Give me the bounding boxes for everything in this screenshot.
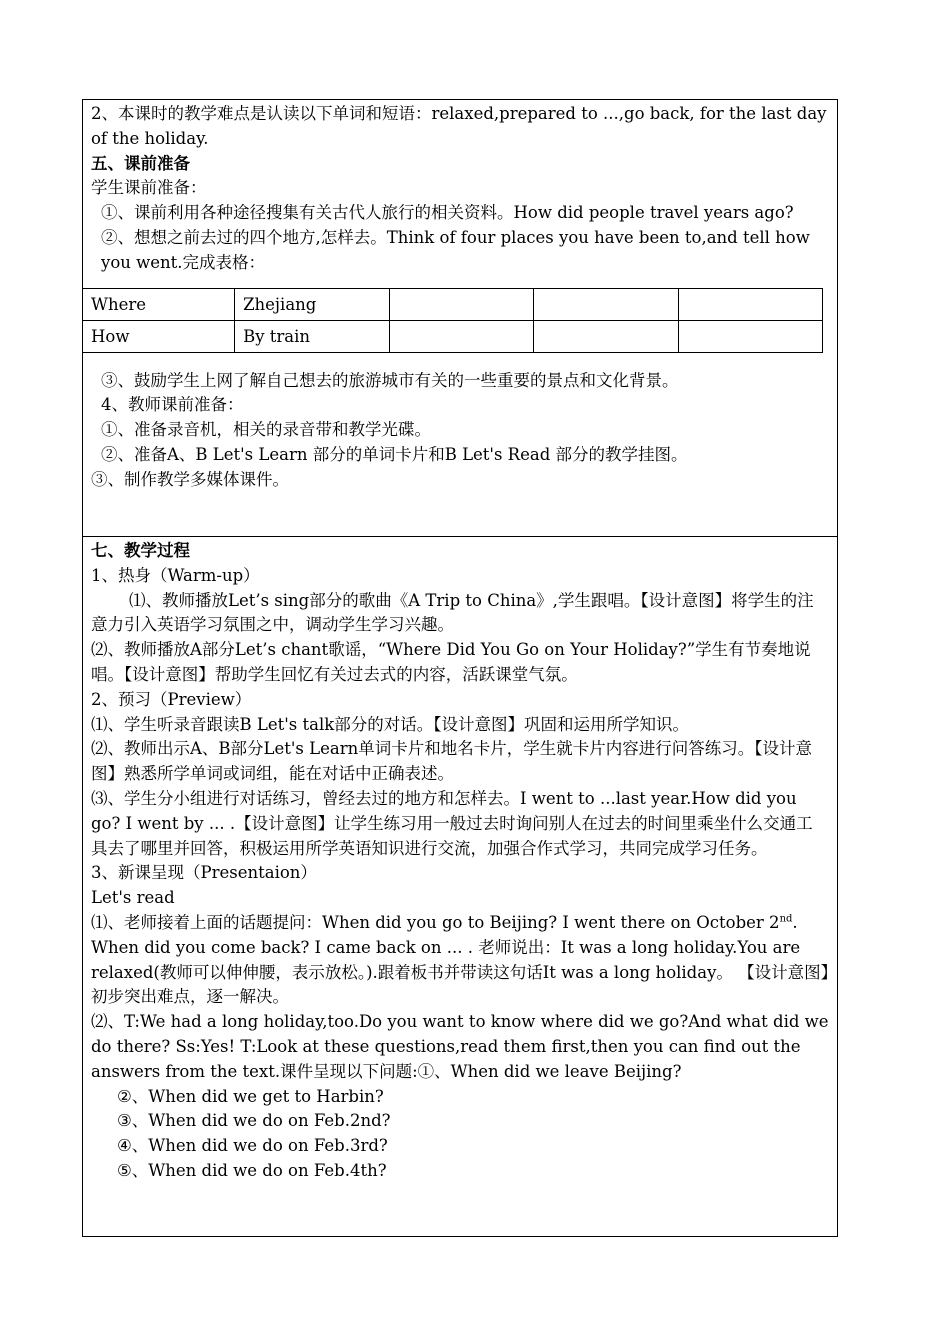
table-cell [534, 288, 678, 320]
table-cell [678, 288, 822, 320]
preview-title: 2、预习（Preview） [91, 689, 252, 709]
difficulty-text: 2、本课时的教学难点是认读以下单词和短语：relaxed,prepared to ...,go back, for the last day of the holiday. [91, 104, 827, 148]
table-cell [678, 320, 822, 352]
table-cell [534, 320, 678, 352]
document-page [82, 99, 838, 1237]
lets-read-label: Let's read [91, 888, 175, 908]
presentation-title: 3、新课呈现（Presentaion） [91, 863, 317, 883]
table-cell [389, 288, 533, 320]
table-cell: How [83, 320, 235, 352]
teacher-prep-label: 4、教师课前准备： [101, 395, 244, 415]
presentation-step-1-b: . When did you come back? I came back on ... . 老师说出：It was a long holiday.You are relaxed(教师可以伸伸腰，表示放松。).跟着板书并带读这句话It was a long holiday。 【设计意图】初步突出难点，逐一解决。 [91, 912, 829, 1007]
warmup-step-1: ⑴、教师播放Let’s sing部分的歌曲《A Trip to China》,学生跟唱。【设计意图】将学生的注意力引入英语学习氛围之中，调动学生学习兴趣。 [91, 590, 814, 635]
student-prep-label: 学生课前准备： [91, 178, 207, 198]
student-prep-item-2: ②、想想之前去过的四个地方,怎样去。Think of four places you have been to,and tell how you went.完成表格： [101, 227, 810, 272]
student-prep-item-1: ①、课前利用各种途径搜集有关古代人旅行的相关资料。How did people travel years ago? [101, 203, 794, 223]
preview-step-2: ⑵、教师出示A、B部分Let's Learn单词卡片和地名卡片，学生就卡片内容进行问答练习。【设计意图】熟悉所学单词或词组，能在对话中正确表述。 [91, 739, 812, 784]
presentation-step-1-a: ⑴、老师接着上面的话题提问：When did you go to Beijing? I went there on October 2 [91, 912, 780, 932]
question-3: ③、When did we do on Feb.2nd? [117, 1111, 391, 1131]
student-prep-item-3: ③、鼓励学生上网了解自己想去的旅游城市有关的一些重要的景点和文化背景。 [101, 370, 679, 390]
teacher-prep-item-2: ②、准备A、B Let's Learn 部分的单词卡片和B Let's Read 部分的教学挂图。 [101, 444, 688, 464]
teacher-prep-item-1: ①、准备录音机，相关的录音带和教学光碟。 [101, 420, 431, 440]
table-cell [389, 320, 533, 352]
warmup-title: 1、热身（Warm-up） [91, 565, 260, 585]
question-4: ④、When did we do on Feb.3rd? [117, 1136, 388, 1156]
presentation-step-2: ⑵、T:We had a long holiday,too.Do you want to know where did we go?And what did we do there? Ss:Yes! T:Look at these questions,read them first,then you can find out the answers from the text.课件呈现以下问题:①、When did we leave Beijing? [91, 1012, 829, 1081]
table-cell: By train [235, 320, 390, 352]
preview-step-1: ⑴、学生听录音跟读B Let's talk部分的对话。【设计意图】巩固和运用所学知识。 [91, 714, 689, 734]
warmup-step-2: ⑵、教师播放A部分Let’s chant歌谣，“Where Did You Go on Your Holiday?”学生有节奏地说唱。【设计意图】帮助学生回忆有关过去式的内容，活跃课堂气氛。 [91, 640, 811, 684]
places-table [82, 288, 823, 353]
table-cell: Zhejiang [235, 288, 390, 320]
table-cell-preparation [82, 99, 838, 537]
table-cell: Where [83, 288, 235, 320]
table-cell-process [82, 537, 838, 1237]
table-row [83, 320, 823, 352]
question-5: ⑤、When did we do on Feb.4th? [117, 1160, 387, 1180]
presentation-step-1 [91, 911, 829, 1010]
ordinal-suffix: nd [779, 913, 793, 925]
heading-process: 七、教学过程 [91, 541, 190, 560]
heading-preparation: 五、课前准备 [91, 153, 190, 173]
table-row [83, 288, 823, 320]
teacher-prep-item-3: ③、制作教学多媒体课件。 [91, 469, 289, 489]
preview-step-3: ⑶、学生分小组进行对话练习，曾经去过的地方和怎样去。I went to ...last year.How did you go? I went by ... .【设计意图】让学生练习用一般过去时询问别人在过去的时间里乘坐什么交通工具去了哪里并回答，积极运用所学英语知识进行交流，加强合作式学习，共同完成学习任务。 [91, 788, 813, 858]
question-2: ②、When did we get to Harbin? [117, 1086, 384, 1106]
